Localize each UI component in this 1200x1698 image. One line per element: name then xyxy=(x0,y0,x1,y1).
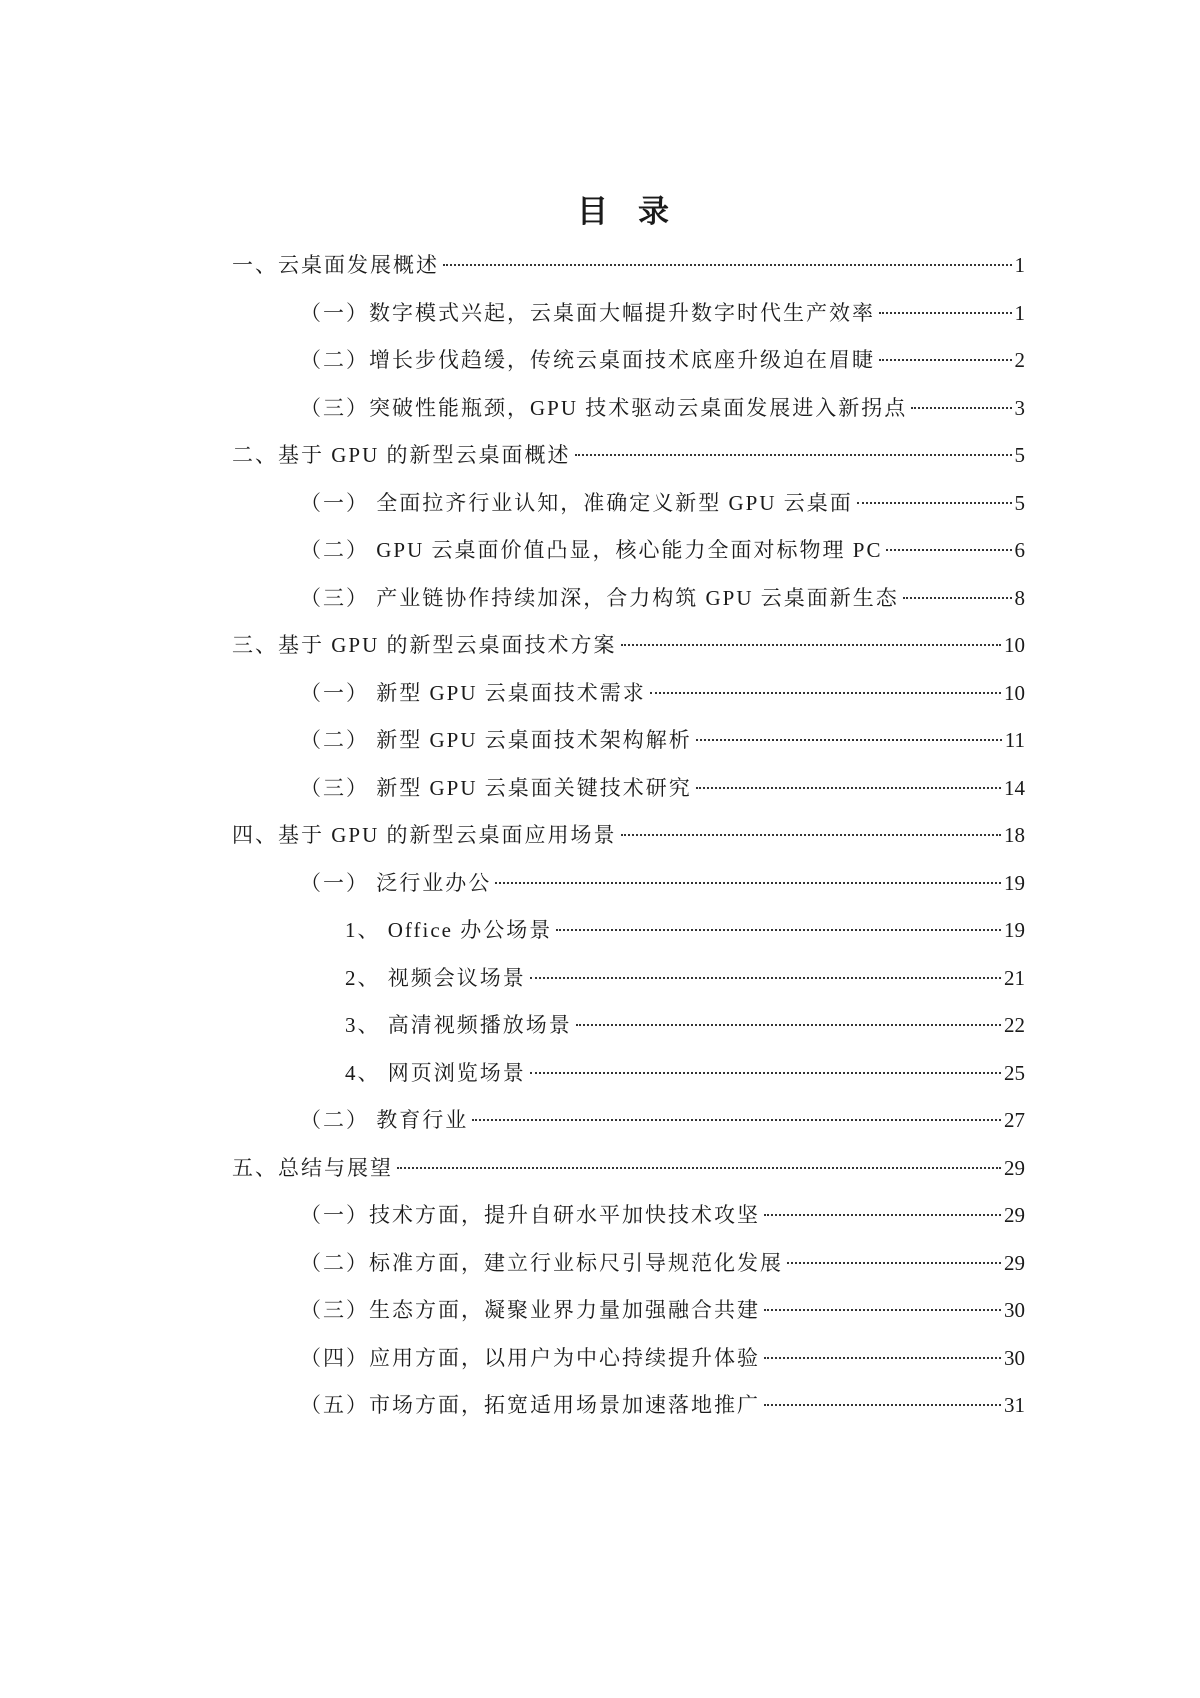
toc-entry-number: 二、 xyxy=(232,443,278,467)
toc-entry-text: 基于 GPU 的新型云桌面应用场景 xyxy=(278,823,617,847)
toc-entry-page: 25 xyxy=(1004,1060,1025,1085)
toc-entry-page: 31 xyxy=(1004,1393,1025,1417)
toc-entry[interactable] xyxy=(232,955,1025,1003)
toc-entry-page: 21 xyxy=(1004,965,1025,990)
dot-leader xyxy=(443,264,1012,266)
toc-entry-page: 11 xyxy=(1004,728,1025,752)
toc-entry-number: （二） xyxy=(300,728,377,752)
dot-leader xyxy=(764,1309,1001,1311)
toc-entry-number: （三） xyxy=(300,395,369,420)
toc-entry-page: 22 xyxy=(1004,1013,1025,1037)
toc-entry-number: （二） xyxy=(300,1250,369,1275)
toc-entry-number: （五） xyxy=(300,1393,369,1417)
toc-entry-number: 五、 xyxy=(232,1155,278,1180)
toc-entry[interactable] xyxy=(232,622,1025,670)
dot-leader xyxy=(650,692,1001,694)
toc-entry-number: （一） xyxy=(300,490,377,515)
toc-entry[interactable] xyxy=(232,480,1025,528)
toc-entry-number: （二） xyxy=(300,538,377,562)
toc-entry-number: （一） xyxy=(300,680,377,705)
toc-entry-page: 10 xyxy=(1004,680,1025,705)
toc-entry-page: 2 xyxy=(1014,348,1025,372)
dot-leader xyxy=(764,1214,1001,1216)
dot-leader xyxy=(530,1072,1001,1074)
toc-entry-page: 6 xyxy=(1014,538,1025,562)
toc-entry[interactable] xyxy=(232,290,1025,338)
toc-entry-text: 总结与展望 xyxy=(278,1155,393,1180)
toc-entry[interactable] xyxy=(232,1097,1025,1145)
toc-entry-text: 新型 GPU 云桌面关键技术研究 xyxy=(376,775,692,800)
toc-entry-number: （三） xyxy=(300,585,377,610)
toc-entry-page: 8 xyxy=(1014,585,1025,610)
toc-entry-text: 数字模式兴起，云桌面大幅提升数字时代生产效率 xyxy=(369,300,875,325)
toc-entry[interactable] xyxy=(232,1002,1025,1050)
toc-entry-number: 4、 xyxy=(345,1060,388,1085)
dot-leader xyxy=(495,882,1001,884)
toc-entry-number: 3、 xyxy=(345,1013,388,1037)
toc-entry[interactable] xyxy=(232,907,1025,955)
dot-leader xyxy=(696,787,1001,789)
toc-entry-page: 29 xyxy=(1004,1155,1025,1180)
toc-entry-page: 27 xyxy=(1004,1108,1025,1132)
toc-entry[interactable] xyxy=(232,1382,1025,1430)
toc-entry[interactable] xyxy=(232,337,1025,385)
toc-entry-number: （一） xyxy=(300,300,369,325)
toc-entry[interactable] xyxy=(232,1192,1025,1240)
dot-leader xyxy=(397,1167,1001,1169)
dot-leader xyxy=(575,454,1012,456)
toc-entry-number: （二） xyxy=(300,1108,377,1132)
toc-entry-number: （四） xyxy=(300,1345,369,1370)
dot-leader xyxy=(472,1119,1001,1121)
toc-entry-page: 5 xyxy=(1014,490,1025,515)
toc-entry-text: 增长步伐趋缓，传统云桌面技术底座升级迫在眉睫 xyxy=(369,348,875,372)
dot-leader xyxy=(886,549,1011,551)
toc-entry[interactable] xyxy=(232,527,1025,575)
toc-entry-number: 三、 xyxy=(232,633,278,657)
toc-entry[interactable] xyxy=(232,385,1025,433)
toc-entry-text: 生态方面，凝聚业界力量加强融合共建 xyxy=(369,1298,760,1322)
dot-leader xyxy=(556,929,1001,931)
table-of-contents xyxy=(232,242,1025,1430)
toc-entry-text: 教育行业 xyxy=(376,1108,469,1132)
toc-entry[interactable] xyxy=(232,1335,1025,1383)
toc-entry[interactable] xyxy=(232,860,1025,908)
toc-entry[interactable] xyxy=(232,432,1025,480)
toc-entry[interactable] xyxy=(232,575,1025,623)
toc-entry-number: 2、 xyxy=(345,965,388,990)
toc-entry-text: 新型 GPU 云桌面技术需求 xyxy=(376,680,646,705)
dot-leader xyxy=(530,977,1001,979)
toc-entry-page: 14 xyxy=(1004,775,1025,800)
toc-entry-text: 泛行业办公 xyxy=(376,870,492,895)
toc-entry-text: Office 办公场景 xyxy=(387,918,553,942)
toc-entry-text: 基于 GPU 的新型云桌面技术方案 xyxy=(278,633,617,657)
toc-entry-text: 标准方面，建立行业标尺引导规范化发展 xyxy=(369,1250,783,1275)
toc-entry-text: 新型 GPU 云桌面技术架构解析 xyxy=(376,728,692,752)
toc-entry-text: 全面拉齐行业认知，准确定义新型 GPU 云桌面 xyxy=(376,490,853,515)
toc-entry-page: 19 xyxy=(1004,918,1025,942)
toc-entry[interactable] xyxy=(232,717,1025,765)
toc-entry-page: 3 xyxy=(1014,395,1025,420)
dot-leader xyxy=(857,502,1012,504)
toc-entry-page: 1 xyxy=(1014,253,1025,277)
dot-leader xyxy=(879,359,1012,361)
toc-entry[interactable] xyxy=(232,1287,1025,1335)
toc-entry-text: 技术方面，提升自研水平加快技术攻坚 xyxy=(369,1203,760,1227)
toc-entry-text: 云桌面发展概述 xyxy=(278,253,439,277)
toc-entry-text: 高清视频播放场景 xyxy=(387,1013,572,1037)
dot-leader xyxy=(621,834,1001,836)
toc-entry-page: 1 xyxy=(1014,300,1025,325)
dot-leader xyxy=(903,597,1012,599)
dot-leader xyxy=(576,1024,1001,1026)
toc-entry-number: （三） xyxy=(300,1298,369,1322)
toc-entry-number: 一、 xyxy=(232,253,278,277)
toc-entry-number: 四、 xyxy=(232,823,278,847)
toc-entry[interactable] xyxy=(232,670,1025,718)
toc-entry-text: 网页浏览场景 xyxy=(387,1060,526,1085)
toc-entry-page: 5 xyxy=(1014,443,1025,467)
toc-entry-page: 29 xyxy=(1004,1250,1025,1275)
toc-entry-number: （一） xyxy=(300,870,377,895)
toc-entry-page: 10 xyxy=(1004,633,1025,657)
toc-entry-text: 市场方面，拓宽适用场景加速落地推广 xyxy=(369,1393,760,1417)
toc-entry-number: （二） xyxy=(300,348,369,372)
toc-entry-page: 30 xyxy=(1004,1298,1025,1322)
toc-entry-number: （三） xyxy=(300,775,377,800)
toc-entry-number: （一） xyxy=(300,1203,369,1227)
dot-leader xyxy=(621,644,1001,646)
dot-leader xyxy=(764,1404,1001,1406)
toc-entry[interactable] xyxy=(232,1240,1025,1288)
toc-entry-page: 29 xyxy=(1004,1203,1025,1227)
toc-entry-text: 视频会议场景 xyxy=(387,965,526,990)
toc-entry[interactable] xyxy=(232,242,1025,290)
toc-title: 目录 xyxy=(577,194,699,230)
toc-entry-text: 产业链协作持续加深，合力构筑 GPU 云桌面新生态 xyxy=(376,585,899,610)
toc-entry-page: 30 xyxy=(1004,1345,1025,1370)
toc-entry-text: 应用方面，以用户为中心持续提升体验 xyxy=(369,1345,760,1370)
toc-entry-page: 19 xyxy=(1004,870,1025,895)
toc-entry-text: 基于 GPU 的新型云桌面概述 xyxy=(278,443,571,467)
dot-leader xyxy=(911,407,1011,409)
toc-entry-text: GPU 云桌面价值凸显，核心能力全面对标物理 PC xyxy=(376,538,883,562)
toc-entry-text: 突破性能瓶颈，GPU 技术驱动云桌面发展进入新拐点 xyxy=(369,395,908,420)
dot-leader xyxy=(696,739,1002,741)
toc-entry[interactable] xyxy=(232,1145,1025,1193)
toc-entry[interactable] xyxy=(232,1050,1025,1098)
toc-entry-number: 1、 xyxy=(345,918,388,942)
dot-leader xyxy=(787,1262,1001,1264)
dot-leader xyxy=(879,312,1012,314)
toc-entry[interactable] xyxy=(232,765,1025,813)
toc-entry[interactable] xyxy=(232,812,1025,860)
toc-entry-page: 18 xyxy=(1004,823,1025,847)
dot-leader xyxy=(764,1357,1001,1359)
